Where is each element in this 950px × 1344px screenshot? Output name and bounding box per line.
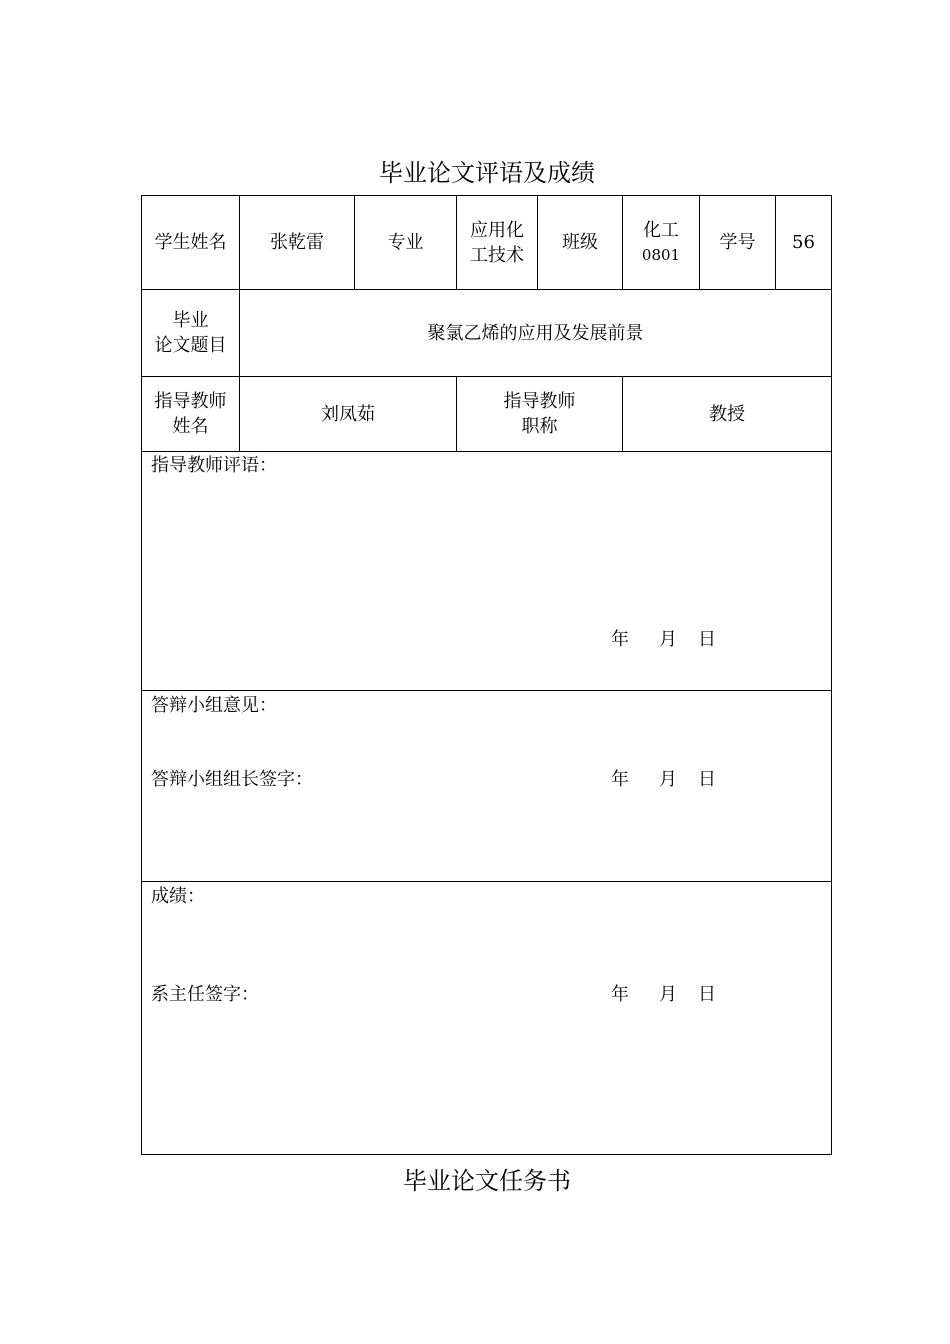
- advisor-name-value: 刘凤茹: [239, 376, 457, 452]
- advisor-name-label-line2: 姓名: [172, 416, 209, 437]
- class-value-line2: 0801: [641, 245, 681, 264]
- advisor-name-label: [141, 376, 240, 452]
- student-name-label: 学生姓名: [141, 195, 240, 290]
- date-month: 月: [659, 984, 677, 1005]
- department-head-signature-label: 系主任签字：: [151, 984, 259, 1005]
- defense-date: [611, 768, 716, 792]
- student-name-value: 张乾雷: [239, 195, 355, 290]
- major-value-line2: 工技术: [470, 244, 524, 266]
- student-id-label: 学号: [699, 195, 776, 290]
- class-value: [622, 195, 700, 290]
- advisor-name-label-line1: 指导教师: [154, 391, 227, 412]
- grade-section: [141, 881, 832, 1155]
- topic-label: [141, 289, 240, 377]
- defense-opinion-section: [141, 690, 832, 882]
- date-year: 年: [611, 629, 629, 650]
- major-label: 专业: [354, 195, 457, 290]
- date-day: 日: [698, 629, 716, 650]
- date-year: 年: [611, 984, 629, 1005]
- date-day: 日: [698, 769, 716, 790]
- advisor-comments-section: [141, 451, 832, 691]
- advisor-title-value: 教授: [622, 376, 832, 452]
- date-day: 日: [698, 984, 716, 1005]
- topic-value: 聚氯乙烯的应用及发展前景: [239, 289, 832, 377]
- evaluation-form: [141, 195, 832, 1155]
- advisor-title-label-line2: 职称: [521, 416, 558, 437]
- defense-opinion-label: 答辩小组意见：: [151, 695, 277, 716]
- advisor-title-label: [456, 376, 623, 452]
- date-month: 月: [659, 769, 677, 790]
- class-value-line1: 化工: [643, 219, 679, 241]
- advisor-comments-date: [611, 628, 716, 652]
- grade-label: 成绩：: [151, 886, 205, 907]
- advisor-title-label-line1: 指导教师: [503, 391, 576, 412]
- grade-date: [611, 983, 716, 1007]
- next-section-title: 毕业论文任务书: [403, 1167, 571, 1195]
- date-year: 年: [611, 769, 629, 790]
- major-value-line1: 应用化: [470, 219, 524, 241]
- topic-label-line2: 论文题目: [154, 335, 227, 356]
- student-id-value: 56: [775, 195, 832, 290]
- major-value: [456, 195, 538, 290]
- defense-leader-signature-label: 答辩小组组长签字：: [151, 769, 313, 790]
- advisor-comments-label: 指导教师评语：: [151, 455, 277, 476]
- date-month: 月: [659, 629, 677, 650]
- page-title: 毕业论文评语及成绩: [379, 159, 595, 187]
- topic-label-line1: 毕业: [172, 310, 209, 331]
- class-label: 班级: [537, 195, 623, 290]
